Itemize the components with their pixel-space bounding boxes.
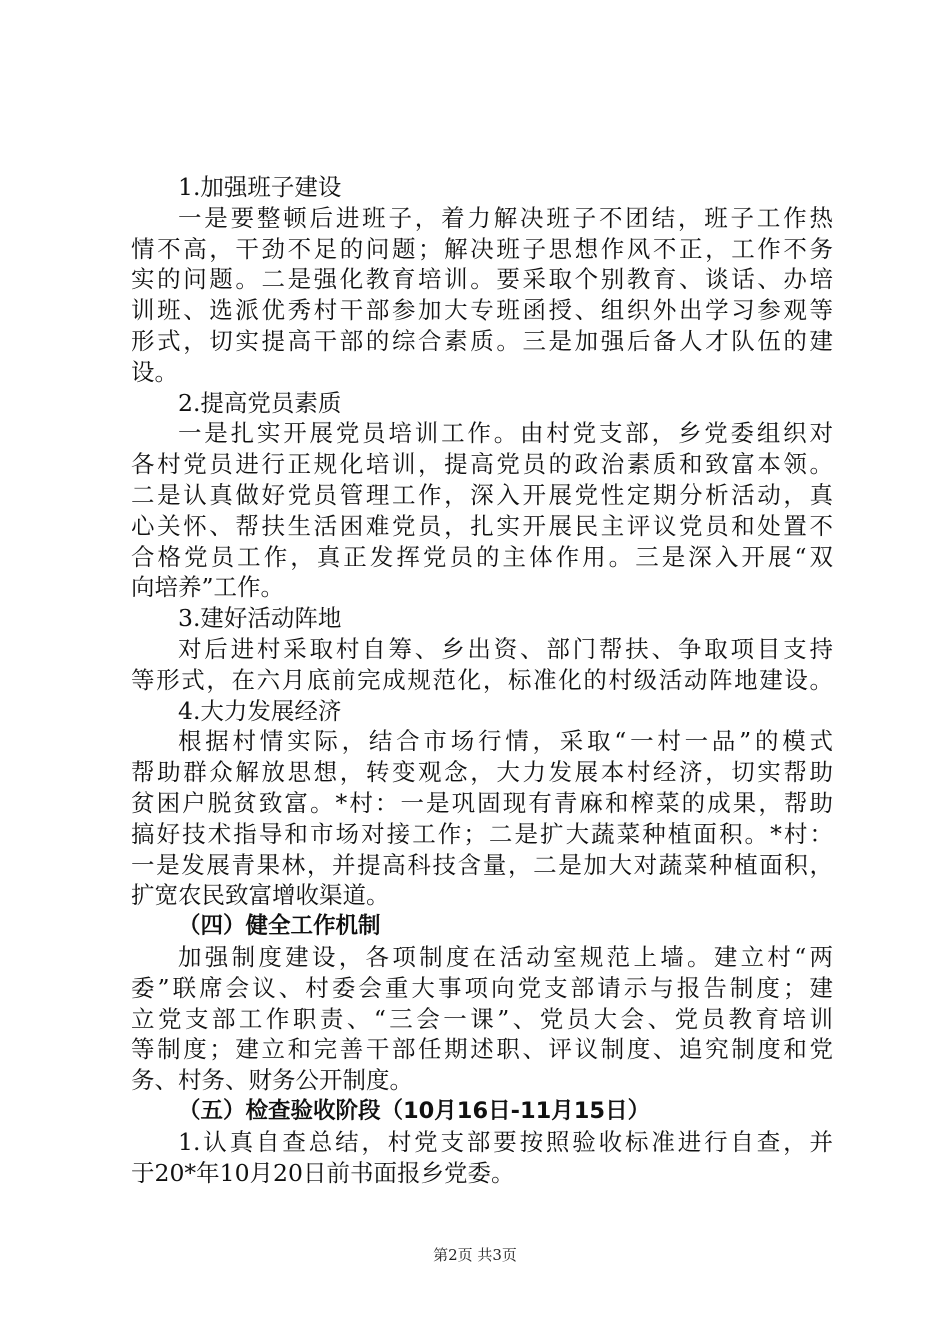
text-line: 等制度；建立和完善干部任期述职、评议制度、追究制度和党 <box>131 1035 833 1064</box>
text-line: 各村党员进行正规化培训，提高党员的政治素质和致富本领。 <box>131 450 833 479</box>
text-line: 训班、选派优秀村干部参加大专班函授、组织外出学习参观等 <box>131 296 833 325</box>
document-body <box>131 172 833 1188</box>
text-line: 心关怀、帮扶生活困难党员，扎实开展民主评议党员和处置不 <box>131 511 833 540</box>
text-line: 扩宽农民致富增收渠道。 <box>131 881 390 910</box>
text-line: 2.提高党员素质 <box>178 388 342 417</box>
text-line: 一是发展青果林，并提高科技含量，二是加大对蔬菜种植面积， <box>131 850 833 879</box>
text-line: 实的问题。二是强化教育培训。要采取个别教育、谈话、办培 <box>131 265 833 294</box>
text-line: 1.加强班子建设 <box>178 173 342 201</box>
text-line: 向培养”工作。 <box>131 573 285 602</box>
text-line: 4.大力发展经济 <box>178 696 342 725</box>
text-line: 等形式，在六月底前完成规范化，标准化的村级活动阵地建设。 <box>131 665 833 694</box>
text-line: 搞好技术指导和市场对接工作；二是扩大蔬菜种植面积。*村： <box>131 819 833 848</box>
page-footer: 第2页 共3页 <box>433 1246 517 1264</box>
text-line: 根据村情实际，结合市场行情，采取“一村一品”的模式 <box>178 727 833 756</box>
section-heading: （五）检查验收阶段（10月16日-11月15日） <box>178 1097 651 1124</box>
text-line: 设。 <box>131 357 178 386</box>
text-line: 合格党员工作，真正发挥党员的主体作用。三是深入开展“双 <box>131 542 833 571</box>
section-heading: （四）健全工作机制 <box>178 913 381 940</box>
text-line: 于20*年10月20日前书面报乡党委。 <box>131 1158 515 1187</box>
text-line: 贫困户脱贫致富。*村：一是巩固现有青麻和榨菜的成果，帮助 <box>131 788 833 817</box>
text-line: 1.认真自查总结，村党支部要按照验收标准进行自查，并 <box>178 1127 833 1156</box>
text-line: 一是要整顿后进班子，着力解决班子不团结，班子工作热 <box>178 203 833 232</box>
text-line: 3.建好活动阵地 <box>178 604 342 633</box>
text-line: 立党支部工作职责、“三会一课”、党员大会、党员教育培训 <box>131 1004 833 1033</box>
text-line: 帮助群众解放思想，转变观念，大力发展本村经济，切实帮助 <box>131 758 833 787</box>
text-line: 委”联席会议、村委会重大事项向党支部请示与报告制度；建 <box>131 973 833 1002</box>
text-line: 形式，切实提高干部的综合素质。三是加强后备人才队伍的建 <box>131 326 833 355</box>
text-line: 二是认真做好党员管理工作，深入开展党性定期分析活动，真 <box>131 480 833 509</box>
text-line: 情不高，干劲不足的问题；解决班子思想作风不正，工作不务 <box>131 234 833 263</box>
text-line: 务、村务、财务公开制度。 <box>131 1066 413 1095</box>
text-line: 加强制度建设，各项制度在活动室规范上墙。建立村“两 <box>178 942 833 971</box>
text-line: 一是扎实开展党员培训工作。由村党支部，乡党委组织对 <box>178 419 833 448</box>
text-line: 对后进村采取村自筹、乡出资、部门帮扶、争取项目支持 <box>178 634 833 663</box>
